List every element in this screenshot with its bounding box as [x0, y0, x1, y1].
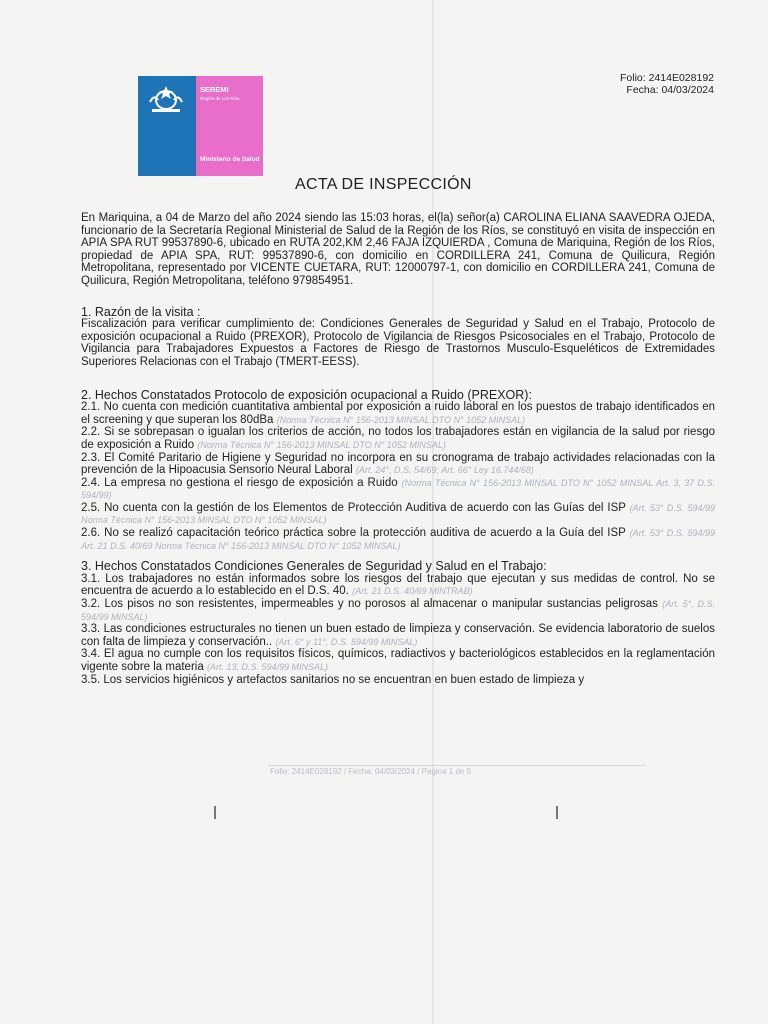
document-title: ACTA DE INSPECCIÓN	[295, 176, 472, 193]
logo-blue-panel	[138, 76, 196, 176]
logo-region-text: Región de Los Ríos	[200, 96, 240, 101]
s3-item-text: 3.4. El agua no cumple con los requisitos físicos, químicos, radiactivos y bacteriológicos establecidos en la reglamentación vigente sobre la materia	[81, 648, 715, 673]
s3-item	[81, 674, 715, 687]
footer-divider	[268, 765, 646, 766]
page-footer: Folio: 2414E028192 / Fecha: 04/03/2024 / Pagina 1 de 5	[270, 767, 472, 776]
logo-seremi-text: SEREMI	[200, 85, 229, 94]
s2-item-text: 2.4. La empresa no gestiona el riesgo de exposición a Ruido	[81, 476, 398, 489]
s3-item-legal-ref: (Art. 13, D.S. 594/99 MINSAL)	[206, 662, 328, 672]
s2-item-text: 2.5. No cuenta con la gestión de los Elementos de Protección Auditiva de acuerdo con las Guías del ISP	[81, 501, 626, 514]
s2-item-legal-ref: (Art. 53° D.S. 594/99 Norma Técnica N° 156-2013 MINSAL DTO N° 1052 MINSAL)	[81, 502, 715, 526]
s2-item	[81, 401, 715, 426]
punch-mark-right	[556, 806, 558, 819]
section-1-text: Fiscalización para verificar cumplimiento de: Condiciones Generales de Seguridad y Salud en el Trabajo, Protocolo de exposición ocupacional a Ruido (PREXOR), Protocolo de Vigilancia de Riesgos Psicosociales en el Trabajo, Protocolo de Vigilancia para Trabajadores Expuestos a Factores de Riesgo de Trastornos Musculo-Esqueléticos de Extremidades Superiores Relacionas con el Trabajo (TMERT-EESS).	[81, 318, 715, 368]
s3-item-text: 3.5. Los servicios higiénicos y artefactos sanitarios no se encuentran en buen estado de limpieza y	[81, 673, 585, 686]
s3-item-legal-ref: (Art. 21 D.S. 40/69 MINTRAB)	[352, 586, 473, 597]
s3-item-text: 3.2. Los pisos no son resistentes, impermeables y no porosos al almacenar o manipular sustancias peligrosas	[81, 598, 658, 611]
s2-item	[81, 477, 715, 502]
s3-item	[81, 623, 715, 648]
s2-item-legal-ref: (Norma Técnica N° 156-2013 MINSAL DTO N° 1052 MINSAL Art. 3, 37 D.S. 594/99)	[81, 477, 715, 501]
folio-date: Fecha: 04/03/2024	[626, 84, 714, 96]
s3-item	[81, 648, 715, 673]
section-3-heading: 3. Hechos Constatados Condiciones Generales de Seguridad y Salud en el Trabajo:	[81, 559, 547, 574]
s2-item	[81, 502, 715, 527]
section-3-list	[81, 573, 715, 686]
intro-paragraph: En Mariquina, a 04 de Marzo del año 2024 siendo las 15:03 horas, el(la) señor(a) CAROLINA ELIANA SAAVEDRA OJEDA, funcionario de la Secretaría Regional Ministerial de Salud de la Región de los Ríos, se constituyó en visita de inspección en APIA SPA RUT 99537890-6, ubicado en RUTA 202,KM 2,46 FAJA IZQUIERDA , Comuna de Mariquina, Región de los Ríos, propiedad de APIA SPA, RUT: 99537890-6, con domicilio en CORDILLERA 241, Comuna de Quilicura, Región Metropolitana, representado por VICENTE CUETARA, RUT: 12000797-1, con domicilio en CORDILLERA 241, Comuna de Quilicura, Región Metropolitana, teléfono 979854951.	[81, 212, 715, 287]
punch-mark-left	[214, 806, 216, 819]
s3-item-text: 3.1. Los trabajadores no están informados sobre los riesgos del trabajo que ejecutan y sus medidas de control. No se encuentra de acuerdo a lo establecido en el D.S. 40.	[81, 572, 715, 598]
s2-item-text: 2.6. No se realizó capacitación teórico práctica sobre la protección auditiva de acuerdo a la Guía del ISP	[81, 527, 626, 540]
s2-item-legal-ref: (Art. 53° D.S. 594/99 Art. 21 D.S. 40/69 Norma Técnica N° 156-2013 MINSAL DTO N° 1052 MINSAL)	[81, 528, 716, 551]
coat-of-arms-icon	[142, 82, 190, 114]
s3-item	[81, 598, 715, 623]
s2-item-text: 2.3. El Comité Paritario de Higiene y Seguridad no incorpora en su cronograma de trabajo actividades relacionadas con la prevención de la Hipoacusia Sensorio Neural Laboral	[81, 451, 715, 477]
s2-item-legal-ref: (Art. 24°, D.S. 54/69; Art. 66° Ley 16.744/68)	[355, 465, 534, 476]
s2-item-text: 2.1. No cuenta con medición cuantitativa ambiental por exposición a ruido laboral en los puestos de trabajo identificados en el screening y que superan los 80dBa	[81, 401, 715, 426]
folio-number: Folio: 2414E028192	[620, 72, 714, 84]
s2-item	[81, 426, 715, 451]
section-2-list	[81, 401, 715, 552]
s2-item-legal-ref: (Norma Técnica N° 156-2013 MINSAL DTO N° 1052 MINSAL)	[197, 439, 446, 450]
s3-item-legal-ref: (Art. 6° y 11°, D.S. 594/99 MINSAL)	[275, 636, 418, 647]
document-body	[81, 212, 715, 686]
logo-ministerio-text: Ministerio de Salud	[200, 156, 260, 163]
s3-item-text: 3.3. Las condiciones estructurales no tienen un buen estado de limpieza y conservación. Se evidencia laboratorio de suelos con falta de limpieza y conservación..	[81, 623, 715, 648]
s2-item-legal-ref: (Norma Técnica N° 156-2013 MINSAL DTO N° 1052 MINSAL)	[276, 414, 526, 425]
folio-block	[620, 72, 714, 96]
s3-item	[81, 573, 715, 598]
s3-item-legal-ref: (Art. 5°, D.S. 594/99 MINSAL)	[81, 599, 716, 622]
s2-item-text: 2.2. Si se sobrepasan o igualan los criterios de acción, no todos los trabajadores están en vigilancia de la salud por riesgo de exposición a Ruido	[81, 426, 715, 451]
s2-item	[81, 527, 715, 552]
section-2-heading: 2. Hechos Constatados Protocolo de exposición ocupacional a Ruido (PREXOR):	[81, 387, 532, 402]
s2-item	[81, 452, 715, 477]
seremi-logo	[138, 76, 263, 176]
section-1-heading: 1. Razón de la visita :	[81, 304, 201, 319]
